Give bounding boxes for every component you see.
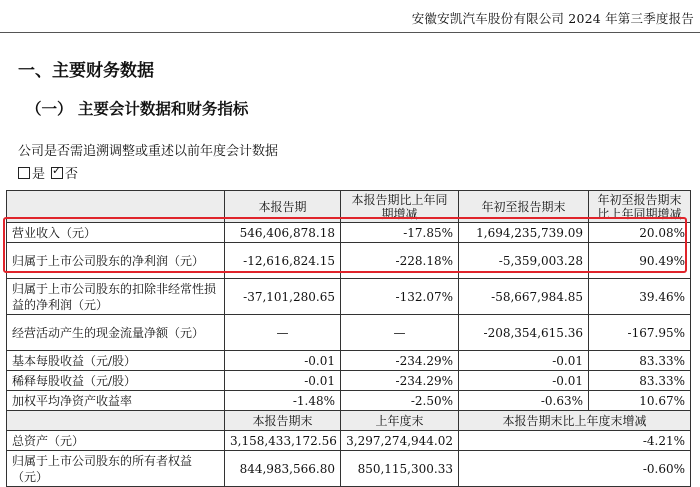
table-cell: 83.33% — [589, 371, 691, 391]
table-row — [7, 243, 691, 279]
table-cell: 3,158,433,172.56 — [225, 431, 341, 451]
table-cell: 90.49% — [589, 243, 691, 279]
table-row — [7, 279, 691, 315]
choice-yes[interactable] — [18, 163, 45, 182]
checkbox-unchecked-icon[interactable] — [18, 167, 30, 179]
table-cell: -0.60% — [459, 451, 691, 487]
report-header — [0, 0, 700, 33]
table-cell: — — [225, 315, 341, 351]
table-cell: -0.01 — [225, 371, 341, 391]
table-cell: -0.63% — [459, 391, 589, 411]
table-cell: -37,101,280.65 — [225, 279, 341, 315]
table-header-cell: 本报告期 — [225, 191, 341, 223]
header-divider — [0, 32, 700, 33]
table-cell: 850,115,300.33 — [341, 451, 459, 487]
table-header-cell: 本报告期末 — [225, 411, 341, 431]
row-label: 归属于上市公司股东的扣除非经常性损益的净利润（元） — [7, 279, 225, 315]
checkbox-checked-icon[interactable] — [51, 167, 63, 179]
row-label: 加权平均净资产收益率 — [7, 391, 225, 411]
table-cell: -0.01 — [459, 351, 589, 371]
row-label: 归属于上市公司股东的净利润（元） — [7, 243, 225, 279]
table-cell: -208,354,615.36 — [459, 315, 589, 351]
balance-header-row — [7, 411, 691, 431]
row-label: 营业收入（元） — [7, 223, 225, 243]
table-cell: — — [341, 315, 459, 351]
table-cell: 546,406,878.18 — [225, 223, 341, 243]
subsection-title: （一） 主要会计数据和财务指标 — [26, 100, 249, 118]
table-cell: -17.85% — [341, 223, 459, 243]
table-row — [7, 451, 691, 487]
table-cell: 10.67% — [589, 391, 691, 411]
table-cell: -58,667,984.85 — [459, 279, 589, 315]
table-cell: -234.29% — [341, 371, 459, 391]
section-title: 一、主要财务数据 — [18, 61, 154, 81]
row-label: 总资产（元） — [7, 431, 225, 451]
table-cell: -12,616,824.15 — [225, 243, 341, 279]
row-label: 归属于上市公司股东的所有者权益（元） — [7, 451, 225, 487]
row-label: 基本每股收益（元/股） — [7, 351, 225, 371]
table-cell: 844,983,566.80 — [225, 451, 341, 487]
table-cell: -0.01 — [459, 371, 589, 391]
table-cell: -132.07% — [341, 279, 459, 315]
report-title: 安徽安凯汽车股份有限公司 2024 年第三季度报告 — [411, 11, 694, 26]
table-cell: 3,297,274,944.02 — [341, 431, 459, 451]
financial-data-table — [6, 190, 691, 487]
table-header-cell: 本报告期末比上年度末增减 — [459, 411, 691, 431]
table-cell: -234.29% — [341, 351, 459, 371]
table-row — [7, 431, 691, 451]
table-row — [7, 315, 691, 351]
table-cell: 20.08% — [589, 223, 691, 243]
table-cell: -4.21% — [459, 431, 691, 451]
table-header-row — [7, 191, 691, 223]
table-header-cell: 年初至报告期末 — [459, 191, 589, 223]
table-header-cell — [7, 191, 225, 223]
restatement-choices — [18, 163, 78, 182]
table-row — [7, 391, 691, 411]
row-label: 稀释每股收益（元/股） — [7, 371, 225, 391]
restatement-question: 公司是否需追溯调整或重述以前年度会计数据 — [18, 144, 279, 159]
table-cell: -5,359,003.28 — [459, 243, 589, 279]
row-label: 经营活动产生的现金流量净额（元） — [7, 315, 225, 351]
table-header-cell: 本报告期比上年同期增减 — [341, 191, 459, 223]
table-cell: -1.48% — [225, 391, 341, 411]
table-header-cell: 年初至报告期末比上年同期增减 — [589, 191, 691, 223]
table-cell: -0.01 — [225, 351, 341, 371]
table-cell: -2.50% — [341, 391, 459, 411]
table-cell: 83.33% — [589, 351, 691, 371]
choice-no-label: 否 — [65, 167, 79, 182]
choice-yes-label: 是 — [32, 167, 46, 182]
table-row — [7, 371, 691, 391]
table-header-cell: 上年度末 — [341, 411, 459, 431]
table-cell: 1,694,235,739.09 — [459, 223, 589, 243]
table-cell: 39.46% — [589, 279, 691, 315]
table-row — [7, 351, 691, 371]
table-cell: -167.95% — [589, 315, 691, 351]
table-row — [7, 223, 691, 243]
table-cell: -228.18% — [341, 243, 459, 279]
choice-no[interactable] — [51, 163, 78, 182]
table-header-cell — [7, 411, 225, 431]
